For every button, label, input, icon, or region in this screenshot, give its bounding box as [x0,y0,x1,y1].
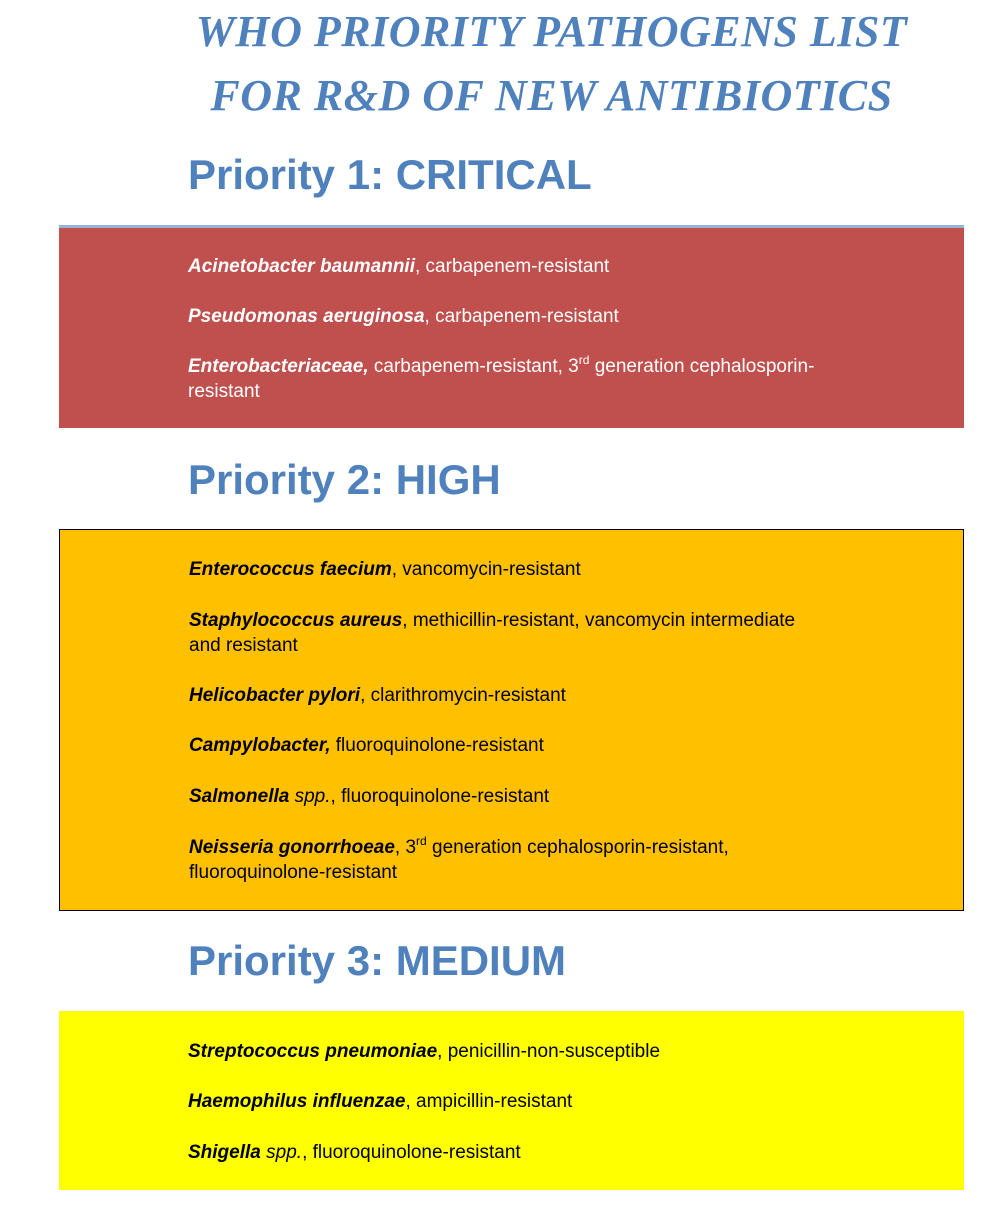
list-item [188,1039,828,1064]
resistance-desc-cont: generation cephalosporin-resistant [188,356,815,402]
priority-3-heading: Priority 3: MEDIUM [188,937,567,984]
resistance-desc: , ampicillin-resistant [405,1091,573,1112]
species-name: Staphylococcus aureus [189,610,403,631]
species-name: Campylobacter, [189,735,331,756]
list-item [189,608,829,658]
list-item [188,1089,828,1114]
resistance-desc: , carbapenem-resistant [424,306,619,327]
resistance-desc: , fluoroquinolone-resistant [330,786,550,807]
list-item [189,683,829,708]
resistance-desc: , penicillin-non-susceptible [437,1041,661,1062]
priority-2-heading: Priority 2: HIGH [188,456,501,503]
species-name: Neisseria gonorrhoeae [189,837,395,858]
resistance-desc: , fluoroquinolone-resistant [302,1142,521,1163]
species-name: Helicobacter pylori [189,685,361,706]
resistance-desc: , 3 [394,837,417,858]
list-item [188,1140,828,1165]
resistance-desc: fluoroquinolone-resistant [330,735,544,756]
superscript: rd [578,352,590,367]
species-name: Salmonella [189,786,290,807]
title-line-2: FOR R&D OF NEW ANTIBIOTICS [210,71,893,120]
list-item [189,784,829,809]
species-name: Streptococcus pneumoniae [188,1041,438,1062]
resistance-desc: , carbapenem-resistant [415,256,610,277]
critical-pathogens-box [59,225,964,428]
priority-1-heading: Priority 1: CRITICAL [188,151,592,198]
high-pathogens-box [59,529,964,911]
superscript: rd [416,833,427,848]
document-title [0,0,1003,128]
list-item [188,354,828,404]
list-item [188,304,828,329]
species-name: Acinetobacter baumannii [188,256,415,277]
list-item [189,733,829,758]
list-item [189,835,829,885]
resistance-desc-cont: generation cephalosporin-resistant, fluoroquinolone-resistant [189,837,729,883]
species-name: Enterobacteriaceae, [188,356,369,377]
species-spp: spp. [289,786,331,807]
species-name: Shigella [188,1142,261,1163]
species-name: Enterococcus faecium [189,559,392,580]
list-item [189,557,829,582]
title-line-1: WHO PRIORITY PATHOGENS LIST [195,7,908,56]
resistance-desc: , methicillin-resistant, vancomycin intermediate and resistant [189,610,796,656]
species-spp: spp. [260,1142,303,1163]
list-item [188,254,828,279]
species-name: Haemophilus influenzae [188,1091,406,1112]
species-name: Pseudomonas aeruginosa [188,306,425,327]
resistance-desc: , vancomycin-resistant [391,559,581,580]
resistance-desc: , clarithromycin-resistant [360,685,566,706]
medium-pathogens-box [59,1011,964,1190]
resistance-desc: carbapenem-resistant, 3 [368,356,579,377]
